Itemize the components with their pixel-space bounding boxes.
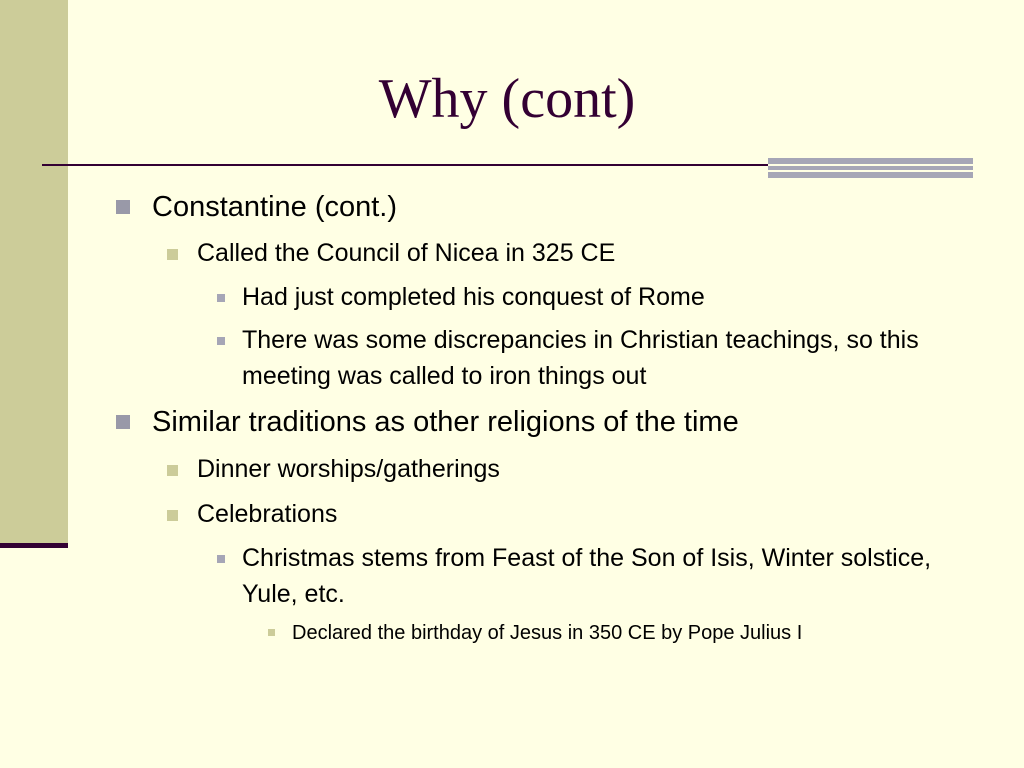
bullet-item-level-2 bbox=[197, 454, 977, 484]
bullet-text: There was some discrepancies in Christian teachings, so this meeting was called to iron things out bbox=[242, 326, 919, 390]
bullet-item-level-2 bbox=[197, 238, 977, 268]
bullet-text: Similar traditions as other religions of the time bbox=[152, 406, 739, 438]
bullet-item-level-1 bbox=[152, 405, 972, 439]
bullet-text: Dinner worships/gatherings bbox=[197, 455, 500, 483]
square-bullet-icon bbox=[217, 294, 225, 302]
slide-title: Why (cont) bbox=[378, 68, 636, 130]
bullet-item-level-2 bbox=[197, 499, 977, 529]
bullet-text: Christmas stems from Feast of the Son of Isis, Winter solstice, Yule, etc. bbox=[242, 544, 932, 608]
square-bullet-icon bbox=[167, 510, 178, 521]
bullet-text: Celebrations bbox=[197, 500, 338, 528]
square-bullet-icon bbox=[217, 555, 225, 563]
square-bullet-icon bbox=[217, 337, 225, 345]
bullet-item-level-3 bbox=[242, 279, 972, 315]
bullet-item-level-1 bbox=[152, 190, 972, 224]
square-bullet-icon bbox=[167, 249, 178, 260]
square-bullet-icon bbox=[268, 629, 275, 636]
bullet-item-level-3 bbox=[242, 540, 972, 612]
bullet-text: Declared the birthday of Jesus in 350 CE by Pope Julius I bbox=[292, 622, 803, 644]
bullet-text: Had just completed his conquest of Rome bbox=[242, 283, 705, 311]
square-bullet-icon bbox=[116, 415, 130, 429]
bullet-text: Constantine (cont.) bbox=[152, 191, 398, 223]
bullet-item-level-4 bbox=[292, 620, 982, 646]
bullet-text: Called the Council of Nicea in 325 CE bbox=[197, 239, 616, 267]
square-bullet-icon bbox=[116, 200, 130, 214]
bullet-item-level-3 bbox=[242, 322, 972, 394]
square-bullet-icon bbox=[167, 465, 178, 476]
